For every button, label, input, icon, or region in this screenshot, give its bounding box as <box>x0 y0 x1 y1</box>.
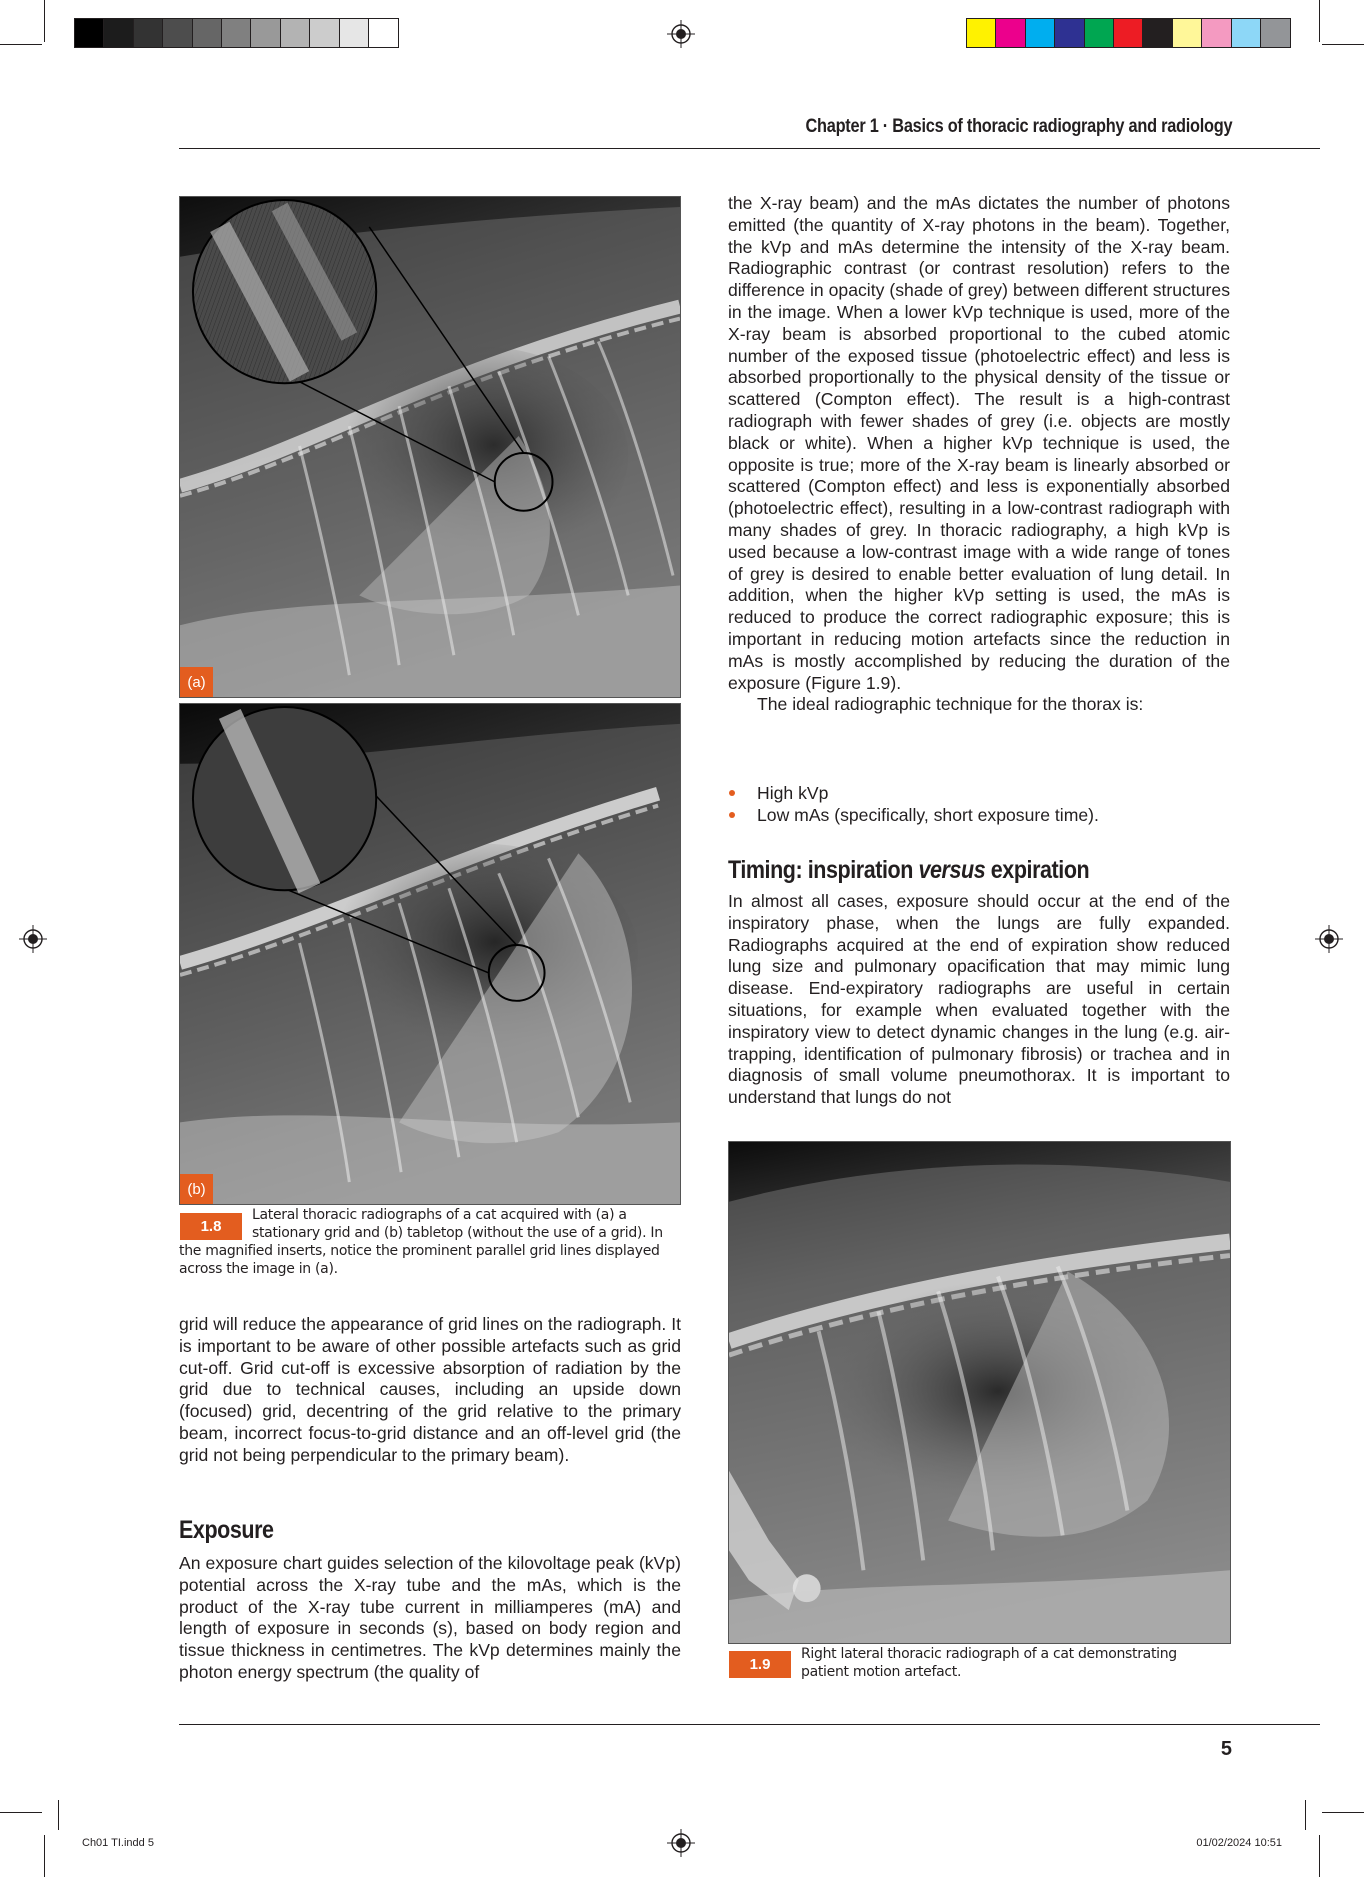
contrast-paragraph: the X-ray beam) and the mAs dictates the number of photons emitted (the quantity of X-ray photons in the beam). Together, the kVp and mAs determine the intensity of the X-ray beam. Radiographic contrast (or contrast resolution) refers to the difference in opacity (shade of grey) between different structures in the image. When a lower kVp technique is used, more of the X-ray beam is absorbed proportional to the cubed atomic number of the exposed tissue (photoelectric effect) and less is absorbed proportionally to the physical density of the tissue or scattered (Compton effect). The result is a high-contrast radiograph with fewer shades of grey (i.e. objects are mostly black or white). When a higher kVp technique is used, the opposite is true; more of the X-ray beam is linearly absorbed or scattered (Compton effect) and less is exponentially absorbed (photoelectric effect), resulting in a low-contrast radiograph with many shades of grey. In thoracic radiography, a high kVp is used because a low-contrast image with a wide range of tones of grey is desired to enable better evaluation of lung detail. In addition, when the higher kVp setting is used, the mAs is reduced to produce the correct radiographic exposure; this is important in reducing motion artefacts since the reduction in mAs is mostly accomplished by reducing the duration of the exposure (Figure 1.9). <box>728 193 1230 693</box>
page-number: 5 <box>1220 1738 1232 1760</box>
timing-heading-post: expiration <box>985 856 1090 884</box>
figure-1-9-caption: Right lateral thoracic radiograph of a cat demonstrating patient motion artefact. <box>801 1646 1177 1680</box>
color-swatch <box>996 19 1025 47</box>
registration-mark-icon <box>667 1829 695 1857</box>
left-column-continued-paragraph <box>179 1314 681 1467</box>
timing-heading-pre: Timing: inspiration <box>728 856 919 884</box>
gray-swatch <box>222 19 251 47</box>
color-swatch <box>1143 19 1172 47</box>
right-column-continued <box>728 193 1230 716</box>
exposure-heading: Exposure <box>179 1516 274 1544</box>
footer-rule <box>179 1724 1320 1725</box>
registration-mark-icon <box>1315 925 1343 953</box>
radiograph-figure-1-9 <box>728 1141 1231 1644</box>
process-color-bar <box>966 18 1291 48</box>
color-swatch <box>967 19 996 47</box>
gray-swatch <box>134 19 163 47</box>
color-swatch <box>1114 19 1143 47</box>
running-head: Chapter 1 · Basics of thoracic radiography and radiology <box>805 116 1232 137</box>
gray-swatch <box>75 19 104 47</box>
header-rule <box>179 148 1320 149</box>
registration-mark-icon <box>667 20 695 48</box>
gray-swatch <box>251 19 280 47</box>
figure-1-9-badge: 1.9 <box>729 1651 791 1678</box>
timing-paragraph: In almost all cases, exposure should occur at the end of the inspiratory phase, when the lungs are fully expanded. Radiographs acquired at the end of expiration show reduced lung size and pulmonary opacification that may mimic lung disease. End-expiratory radiographs are useful in certain situations, for example when evaluated together with the inspiratory view to detect dynamic changes in the lung (e.g. air-trapping, identification of pulmonary fibrosis) or trachea and in diagnosis of small volume pneumothorax. It is important to understand that lungs do not <box>728 891 1230 1108</box>
color-swatch <box>1202 19 1231 47</box>
color-swatch <box>1173 19 1202 47</box>
gray-swatch <box>340 19 369 47</box>
exposure-paragraph: An exposure chart guides selection of the kilovoltage peak (kVp) potential across the X-ray tube and the mAs, which is the product of the X-ray tube current in milliamperes (mA) and length of exposure in seconds (s), based on body region and tissue thickness in centimetres. The kVp determines mainly the photon energy spectrum (the quality of <box>179 1553 681 1682</box>
panel-a-label: (a) <box>180 667 213 697</box>
grid-artefact-paragraph: grid will reduce the appearance of grid lines on the radiograph. It is important to be aware of other possible artefacts such as grid cut-off. Grid cut-off is excessive absorption of radiation by the grid due to technical causes, including an upside down (focused) grid, decentring of the grid relative to the primary beam, incorrect focus-to-grid distance and an off-level grid (the grid not being perpendicular to the primary beam). <box>179 1314 681 1465</box>
technique-bullet-list <box>728 782 1230 826</box>
radiograph-panel-b <box>179 703 681 1205</box>
slug-file-info: Ch01 TI.indd 5 <box>82 1837 154 1849</box>
technique-bullet-item: Low mAs (specifically, short exposure time). <box>728 804 1230 826</box>
figure-1-8-caption-text: Lateral thoracic radiographs of a cat acquired with (a) a stationary grid and (b) tabletop (without the use of a grid). In the magnified inserts, notice the prominent parallel grid lines displayed across the image in (a). <box>179 1207 663 1277</box>
gray-swatch <box>281 19 310 47</box>
timing-section <box>728 891 1230 1109</box>
color-swatch <box>1261 19 1290 47</box>
figure-1-8-caption <box>179 1206 681 1278</box>
gray-swatch <box>369 19 398 47</box>
timing-heading-emphasis: versus <box>918 856 986 884</box>
registration-mark-icon <box>19 925 47 953</box>
color-swatch <box>1232 19 1261 47</box>
panel-b-label: (b) <box>180 1174 213 1204</box>
slug-date-time: 01/02/2024 10:51 <box>1196 1837 1282 1849</box>
figure-1-8-badge: 1.8 <box>180 1213 242 1240</box>
timing-heading <box>728 856 1089 885</box>
radiograph-panel-a <box>179 196 681 698</box>
gray-swatch <box>104 19 133 47</box>
technique-bullet-item: High kVp <box>728 782 1230 804</box>
gray-swatch <box>193 19 222 47</box>
color-swatch <box>1055 19 1084 47</box>
gray-swatch <box>310 19 339 47</box>
exposure-section <box>179 1553 681 1684</box>
gray-swatch <box>163 19 192 47</box>
color-swatch <box>1026 19 1055 47</box>
technique-intro: The ideal radiographic technique for the thorax is: <box>757 694 1144 715</box>
color-swatch <box>1085 19 1114 47</box>
gray-color-bar <box>74 18 399 48</box>
